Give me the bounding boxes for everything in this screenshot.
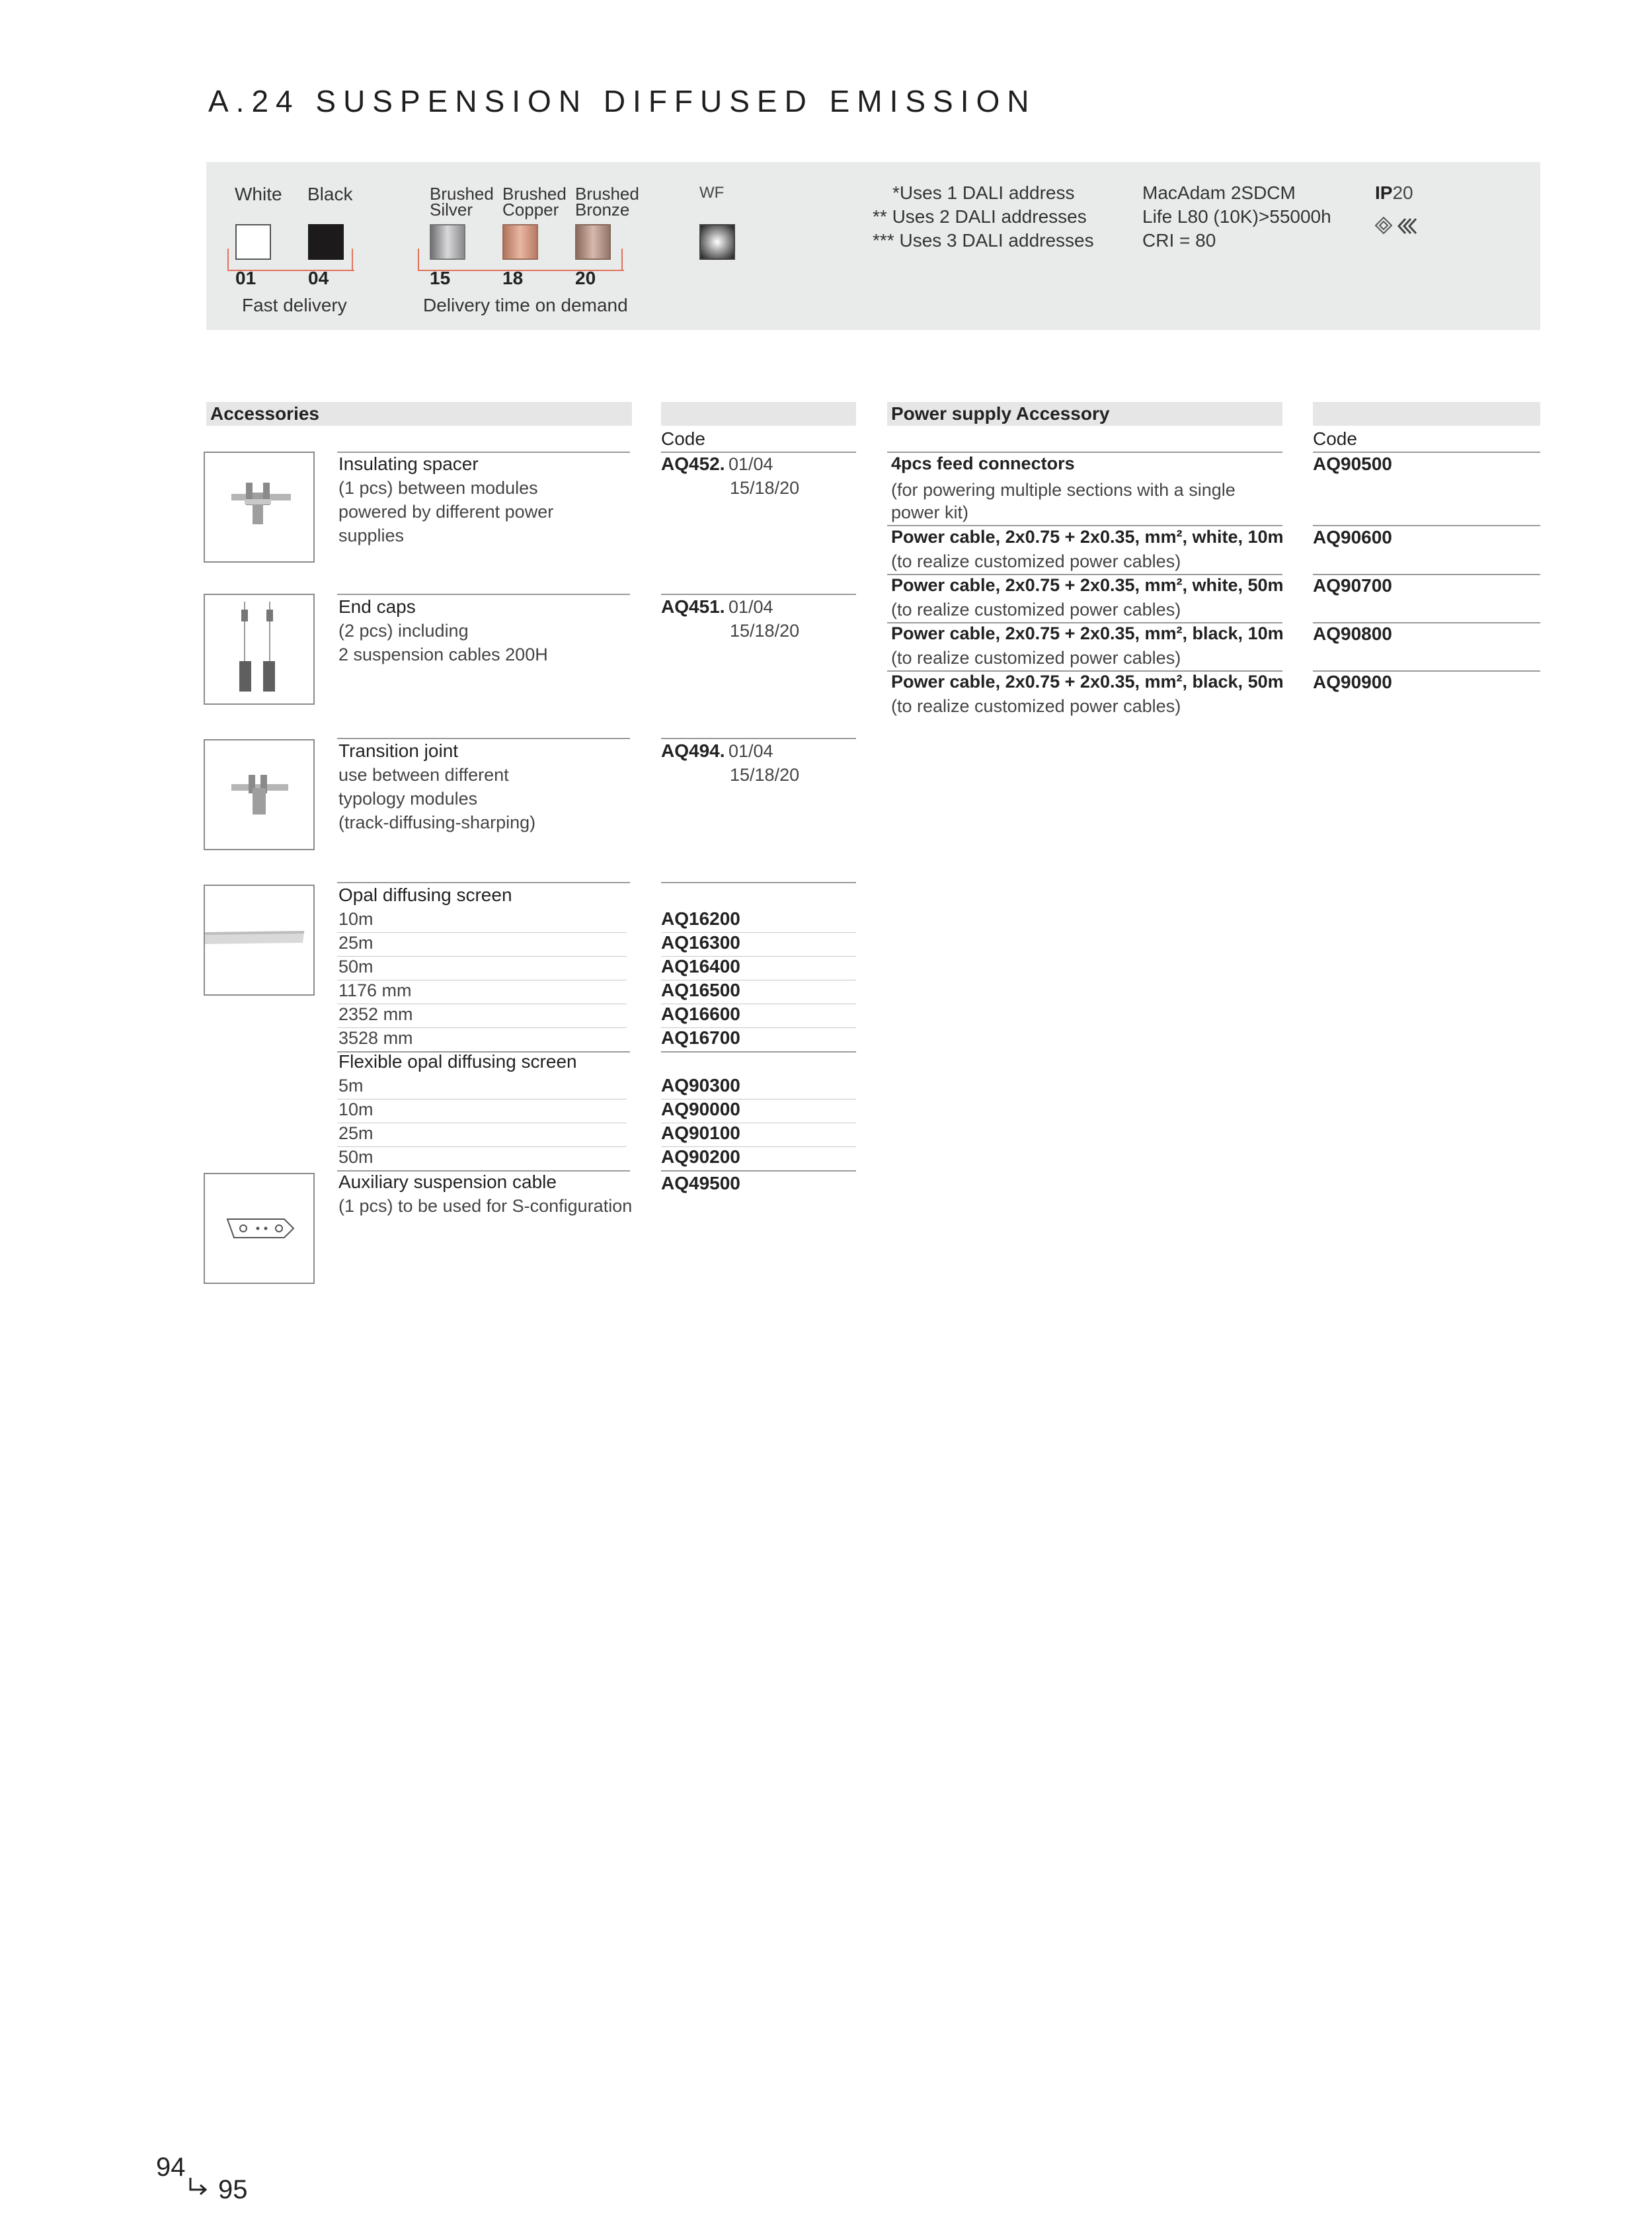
end-caps-thumb <box>204 594 315 705</box>
finish-code-18: 18 <box>502 268 524 288</box>
finish-label-silver-2: Silver <box>430 200 473 219</box>
bracket-tick <box>621 249 623 271</box>
aux-cable-code: AQ49500 <box>661 1173 740 1193</box>
swatch-brushed-copper <box>502 224 538 260</box>
flexible-variant: 10m <box>338 1099 374 1119</box>
divider <box>887 452 1282 453</box>
opal-code: AQ16300 <box>661 932 740 953</box>
accessories-code-header-bar <box>661 402 856 426</box>
flexible-code: AQ90100 <box>661 1123 740 1143</box>
finish-label-black: Black <box>307 184 353 204</box>
power-item-code: AQ90700 <box>1313 575 1392 596</box>
opal-screen-thumb <box>204 885 315 996</box>
opal-variant: 50m <box>338 957 374 976</box>
bracket-tick <box>227 249 229 271</box>
divider <box>337 932 627 933</box>
divider <box>1313 525 1540 526</box>
accessory-desc: 2 suspension cables 200H <box>338 645 548 664</box>
opal-screen-icon <box>205 886 313 994</box>
flexible-variant: 50m <box>338 1147 374 1167</box>
finish-label-white: White <box>235 184 282 204</box>
swatch-white <box>235 224 271 260</box>
page-number: 94 <box>156 2153 186 2182</box>
ip-prefix: IP <box>1375 182 1393 203</box>
opal-code: AQ16700 <box>661 1027 740 1048</box>
opal-screen-name: Opal diffusing screen <box>338 885 512 905</box>
finish-label-silver-1: Brushed <box>430 184 494 204</box>
swatch-wf <box>699 224 735 260</box>
finish-code-20: 20 <box>575 268 596 288</box>
finish-label-copper-1: Brushed <box>502 184 567 204</box>
aux-cable-desc: (1 pcs) to be used for S-configuration <box>338 1196 633 1216</box>
insulating-spacer-thumb <box>204 452 315 563</box>
power-item-desc: power kit) <box>891 502 969 522</box>
accessory-code: AQ451. <box>661 596 725 617</box>
accessory-desc: use between different <box>338 765 509 785</box>
accessory-code: AQ452. <box>661 454 725 474</box>
finish-code-15: 15 <box>430 268 451 288</box>
power-item-name: Power cable, 2x0.75 + 2x0.35, mm², black, 50m <box>891 672 1284 692</box>
power-supply-header: Power supply Accessory <box>887 402 1282 426</box>
driver-icon <box>1396 217 1419 239</box>
divider <box>661 1051 856 1053</box>
suspension-plate-icon <box>205 1174 313 1283</box>
suspension-plate-thumb <box>204 1173 315 1284</box>
finish-code-04: 04 <box>308 268 329 288</box>
power-item-desc: (to realize customized power cables) <box>891 600 1181 619</box>
power-item-desc: (for powering multiple sections with a single <box>891 480 1236 500</box>
finish-label-bronze-2: Bronze <box>575 200 630 219</box>
divider <box>887 525 1282 526</box>
spec-life: Life L80 (10K)>55000h <box>1142 206 1331 227</box>
transition-joint-thumb <box>204 739 315 850</box>
arrow-return-icon <box>186 2175 210 2202</box>
opal-variant: 10m <box>338 909 374 929</box>
spec-dali-1: *Uses 1 DALI address <box>892 182 1075 203</box>
finish-label-bronze-1: Brushed <box>575 184 639 204</box>
divider <box>337 956 627 957</box>
opal-variant: 25m <box>338 933 374 953</box>
swatch-black <box>308 224 344 260</box>
accessory-finish: 15/18/20 <box>730 765 800 785</box>
divider <box>337 594 630 595</box>
power-item-code: AQ90500 <box>1313 454 1392 474</box>
accessory-name: Transition joint <box>338 740 459 761</box>
opal-code: AQ16200 <box>661 908 740 929</box>
power-item-code: AQ90900 <box>1313 672 1392 692</box>
opal-code: AQ16500 <box>661 980 740 1000</box>
divider <box>1313 452 1540 453</box>
power-item-name: Power cable, 2x0.75 + 2x0.35, mm², white, 10m <box>891 527 1284 547</box>
opal-variant: 1176 mm <box>338 980 412 1000</box>
swatch-brushed-silver <box>430 224 465 260</box>
flexible-code: AQ90200 <box>661 1146 740 1167</box>
swatch-brushed-bronze <box>575 224 611 260</box>
accessory-finish: 15/18/20 <box>730 621 800 641</box>
accessory-desc: (2 pcs) including <box>338 621 469 641</box>
accessories-header: Accessories <box>206 402 632 426</box>
aux-cable-name: Auxiliary suspension cable <box>338 1172 557 1192</box>
insulating-spacer-icon <box>205 453 313 561</box>
accessory-finish: 15/18/20 <box>730 478 800 498</box>
end-caps-icon <box>205 595 313 703</box>
power-code-header-bar <box>1313 402 1540 426</box>
spec-dali-2: ** Uses 2 DALI addresses <box>873 206 1087 227</box>
accessory-code: AQ494. <box>661 740 725 761</box>
divider <box>337 882 630 883</box>
flexible-screen-name: Flexible opal diffusing screen <box>338 1051 577 1072</box>
accessory-finish: 01/04 <box>728 741 773 761</box>
accessory-desc: supplies <box>338 526 405 545</box>
accessory-desc: powered by different power <box>338 502 554 522</box>
power-item-name: Power cable, 2x0.75 + 2x0.35, mm², white, 50m <box>891 575 1284 595</box>
spec-cri: CRI = 80 <box>1142 230 1216 251</box>
bracket-tick <box>352 249 353 271</box>
spec-macadam: MacAdam 2SDCM <box>1142 182 1296 203</box>
opal-code: AQ16400 <box>661 956 740 976</box>
power-item-code: AQ90600 <box>1313 527 1392 547</box>
finish-label-copper-2: Copper <box>502 200 559 219</box>
flexible-code: AQ90000 <box>661 1099 740 1119</box>
divider <box>337 1146 627 1147</box>
flexible-variant: 5m <box>338 1076 364 1095</box>
bracket-tick <box>418 249 419 271</box>
power-code-header: Code <box>1313 428 1357 449</box>
protection-class-icon <box>1374 216 1394 239</box>
accessory-name: End caps <box>338 596 416 617</box>
accessories-code-header: Code <box>661 428 705 449</box>
accessory-name: Insulating spacer <box>338 454 479 474</box>
opal-code: AQ16600 <box>661 1004 740 1024</box>
flexible-variant: 25m <box>338 1123 374 1143</box>
opal-variant: 3528 mm <box>338 1028 413 1048</box>
flexible-code: AQ90300 <box>661 1075 740 1095</box>
spec-dali-3: *** Uses 3 DALI addresses <box>873 230 1094 251</box>
divider <box>661 1170 856 1172</box>
power-item-name: Power cable, 2x0.75 + 2x0.35, mm², black, 10m <box>891 623 1284 643</box>
power-item-name: 4pcs feed connectors <box>891 454 1075 473</box>
divider <box>337 452 630 453</box>
demand-delivery-note: Delivery time on demand <box>423 295 628 315</box>
power-item-code: AQ90800 <box>1313 623 1392 644</box>
power-item-desc: (to realize customized power cables) <box>891 551 1181 571</box>
ip-value: 20 <box>1392 182 1413 203</box>
divider <box>337 738 630 739</box>
accessory-desc: (track-diffusing-sharping) <box>338 813 536 832</box>
fast-delivery-note: Fast delivery <box>242 295 347 315</box>
divider <box>661 882 856 883</box>
finish-code-01: 01 <box>235 268 256 288</box>
transition-joint-icon <box>205 740 313 849</box>
wf-label: WF <box>699 184 725 202</box>
power-item-desc: (to realize customized power cables) <box>891 648 1181 668</box>
accessory-desc: (1 pcs) between modules <box>338 478 538 498</box>
accessory-desc: typology modules <box>338 789 478 809</box>
power-item-desc: (to realize customized power cables) <box>891 696 1181 716</box>
next-page-link[interactable]: 95 <box>218 2175 248 2204</box>
accessory-finish: 01/04 <box>728 454 773 474</box>
spec-ip <box>1375 182 1413 204</box>
accessory-finish: 01/04 <box>728 597 773 617</box>
page-title: A.24 SUSPENSION DIFFUSED EMISSION <box>208 84 1037 118</box>
opal-variant: 2352 mm <box>338 1004 413 1024</box>
